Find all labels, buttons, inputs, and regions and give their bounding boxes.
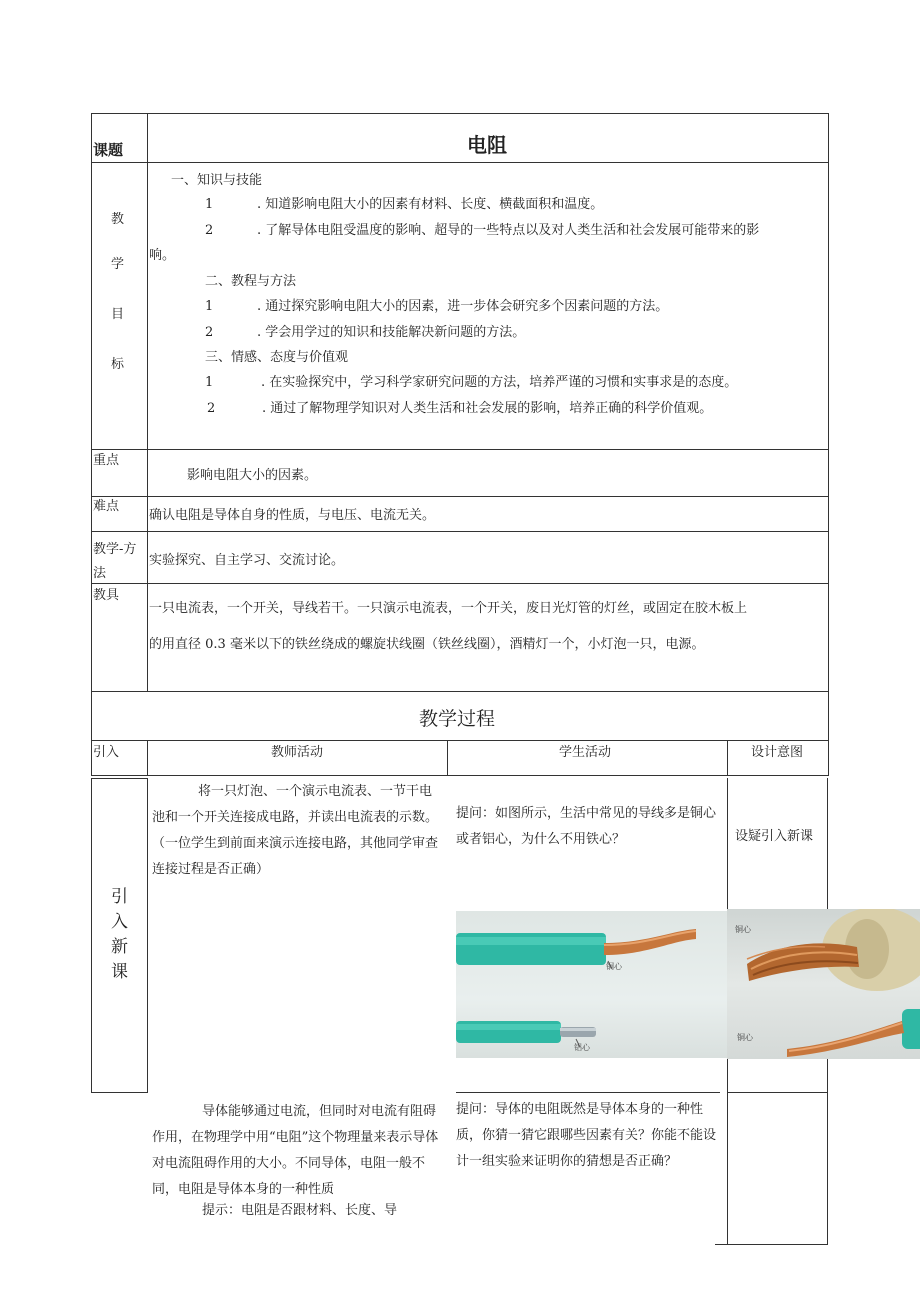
row-divider-objectives: [91, 449, 829, 450]
objective-number: 2: [207, 401, 216, 416]
tools-line-2: 的用直径 0.3 毫米以下的铁丝绕成的螺旋状线圈（铁丝线圈），酒精灯一个，小灯泡一只，电源。: [149, 637, 705, 652]
column-header-design: 设计意图: [751, 745, 804, 760]
row-divider-difficulty: [91, 531, 829, 532]
stranded-wire-illustration: [727, 909, 920, 1059]
key-point-value: 影响电阻大小的因素。: [187, 468, 318, 483]
stage-label-char-3: 新: [111, 937, 128, 957]
column-header-intro: 引入: [93, 745, 120, 760]
section-knowledge-title: 一、知识与技能: [171, 173, 263, 188]
table-top-border: [91, 113, 829, 114]
tools-line-1: 一只电流表，一个开关，导线若干。一只演示电流表，一个开关，废日光灯管的灯丝，或固定在胶木板上: [149, 601, 748, 616]
objective-text: . 了解导体电阻受温度的影响、超导的一些特点以及对人类生活和社会发展可能带来的影: [257, 223, 760, 238]
student-question-1: 提问：如图所示，生活中常见的导线多是铜心或者铝心，为什么不用铁心？: [456, 806, 717, 847]
section-attitude-title: 三、情感、态度与价值观: [205, 350, 349, 365]
teacher-hint: 提示：电阻是否跟材料、长度、导: [202, 1203, 398, 1218]
col-divider-design: [727, 740, 728, 775]
row-divider-keypoint: [91, 496, 829, 497]
objective-text: . 在实验探究中，学习科学家研究问题的方法，培养严谨的习惯和实事求是的态度。: [261, 375, 738, 390]
difficulty-value: 确认电阻是导体自身的性质，与电压、电流无关。: [149, 508, 436, 523]
photo-label-copper-3: 铜心: [737, 1033, 753, 1042]
wire-photo-right: [727, 909, 920, 1059]
method-value: 实验探究、自主学习、交流讨论。: [149, 553, 345, 568]
photo-label-aluminum: 铝心: [574, 1043, 590, 1052]
row-divider-process-title: [91, 740, 829, 741]
student-question-2: 提问：导体的电阻既然是导体本身的一种性质，你猜一猜它跟哪些因素有关？你能不能设计一组实验来证明你的猜想是否正确？: [456, 1102, 717, 1169]
label-column-divider: [147, 113, 148, 691]
header-label: 课题: [93, 141, 124, 159]
key-point-label: 重点: [93, 453, 120, 468]
objective-text-continued: 响。: [149, 248, 176, 263]
tools-label: 教具: [93, 588, 120, 603]
objectives-label-char-1: 教: [111, 212, 125, 227]
design-cell-divider: [727, 1092, 827, 1093]
column-header-teacher: 教师活动: [271, 745, 324, 760]
objectives-label-char-4: 标: [111, 357, 125, 372]
table-bottom-segment: [715, 1244, 828, 1245]
objectives-label-char-3: 目: [111, 307, 125, 322]
objective-number: 2: [205, 223, 214, 238]
objective-number: 1: [205, 375, 214, 390]
stage-left-border: [91, 778, 92, 1093]
stage-bottom-border: [91, 1092, 147, 1093]
method-label-continued: 法: [93, 566, 107, 581]
objectives-label-char-2: 学: [111, 257, 125, 272]
process-title: 教学过程: [419, 708, 496, 730]
difficulty-label: 难点: [93, 499, 120, 514]
row-divider-tools: [91, 691, 829, 692]
stage-label-char-1: 引: [111, 887, 128, 907]
objective-number: 1: [205, 197, 214, 212]
design-intent-1: 设疑引入新课: [735, 829, 814, 844]
photo-label-copper-2: 铜心: [735, 925, 751, 934]
page-title: 电阻: [467, 133, 507, 157]
photo-label-copper: 铜心: [606, 962, 622, 971]
wire-photo-left: [456, 911, 727, 1058]
objective-text: . 通过了解物理学知识对人类生活和社会发展的影响，培养正确的科学价值观。: [262, 401, 713, 416]
objective-number: 2: [205, 325, 214, 340]
column-header-student: 学生活动: [559, 745, 612, 760]
row-divider-header: [91, 162, 829, 163]
teacher-activity-paragraph: 将一只灯泡、一个演示电流表、一节干电池和一个开关连接成电路，并读出电流表的示数。（一位学生到前面来演示连接电路，其他同学审查连接过程是否正确）: [152, 784, 439, 877]
method-label: 教学-方: [93, 542, 137, 557]
stage-label-top-border: [91, 778, 147, 779]
objective-text: . 知道影响电阻大小的因素有材料、长度、横截面积和温度。: [257, 197, 604, 212]
table-right-border: [828, 113, 829, 775]
objective-number: 1: [205, 299, 214, 314]
table-left-border: [91, 113, 92, 775]
row-divider-process-header: [91, 775, 829, 776]
student-cell-divider: [456, 1092, 720, 1093]
col-divider-intro: [147, 740, 148, 775]
stage-label-char-4: 课: [111, 962, 128, 982]
teacher-activity-paragraph-2: 导体能够通过电流，但同时对电流有阻碍作用，在物理学中用“电阻”这个物理量来表示导体对电流阻碍作用的大小。不同导体，电阻一般不同，电阻是导体本身的一种性质: [152, 1104, 439, 1197]
row-divider-method: [91, 583, 829, 584]
objective-text: . 学会用学过的知识和技能解决新问题的方法。: [257, 325, 526, 340]
objective-text: . 通过探究影响电阻大小的因素，进一步体会研究多个因素问题的方法。: [257, 299, 669, 314]
wire-illustration: [456, 911, 727, 1058]
col-divider-student: [447, 740, 448, 775]
section-process-title: 二、教程与方法: [205, 274, 297, 289]
stage-label-right-border: [147, 778, 148, 1093]
stage-label-char-2: 入: [111, 912, 128, 932]
